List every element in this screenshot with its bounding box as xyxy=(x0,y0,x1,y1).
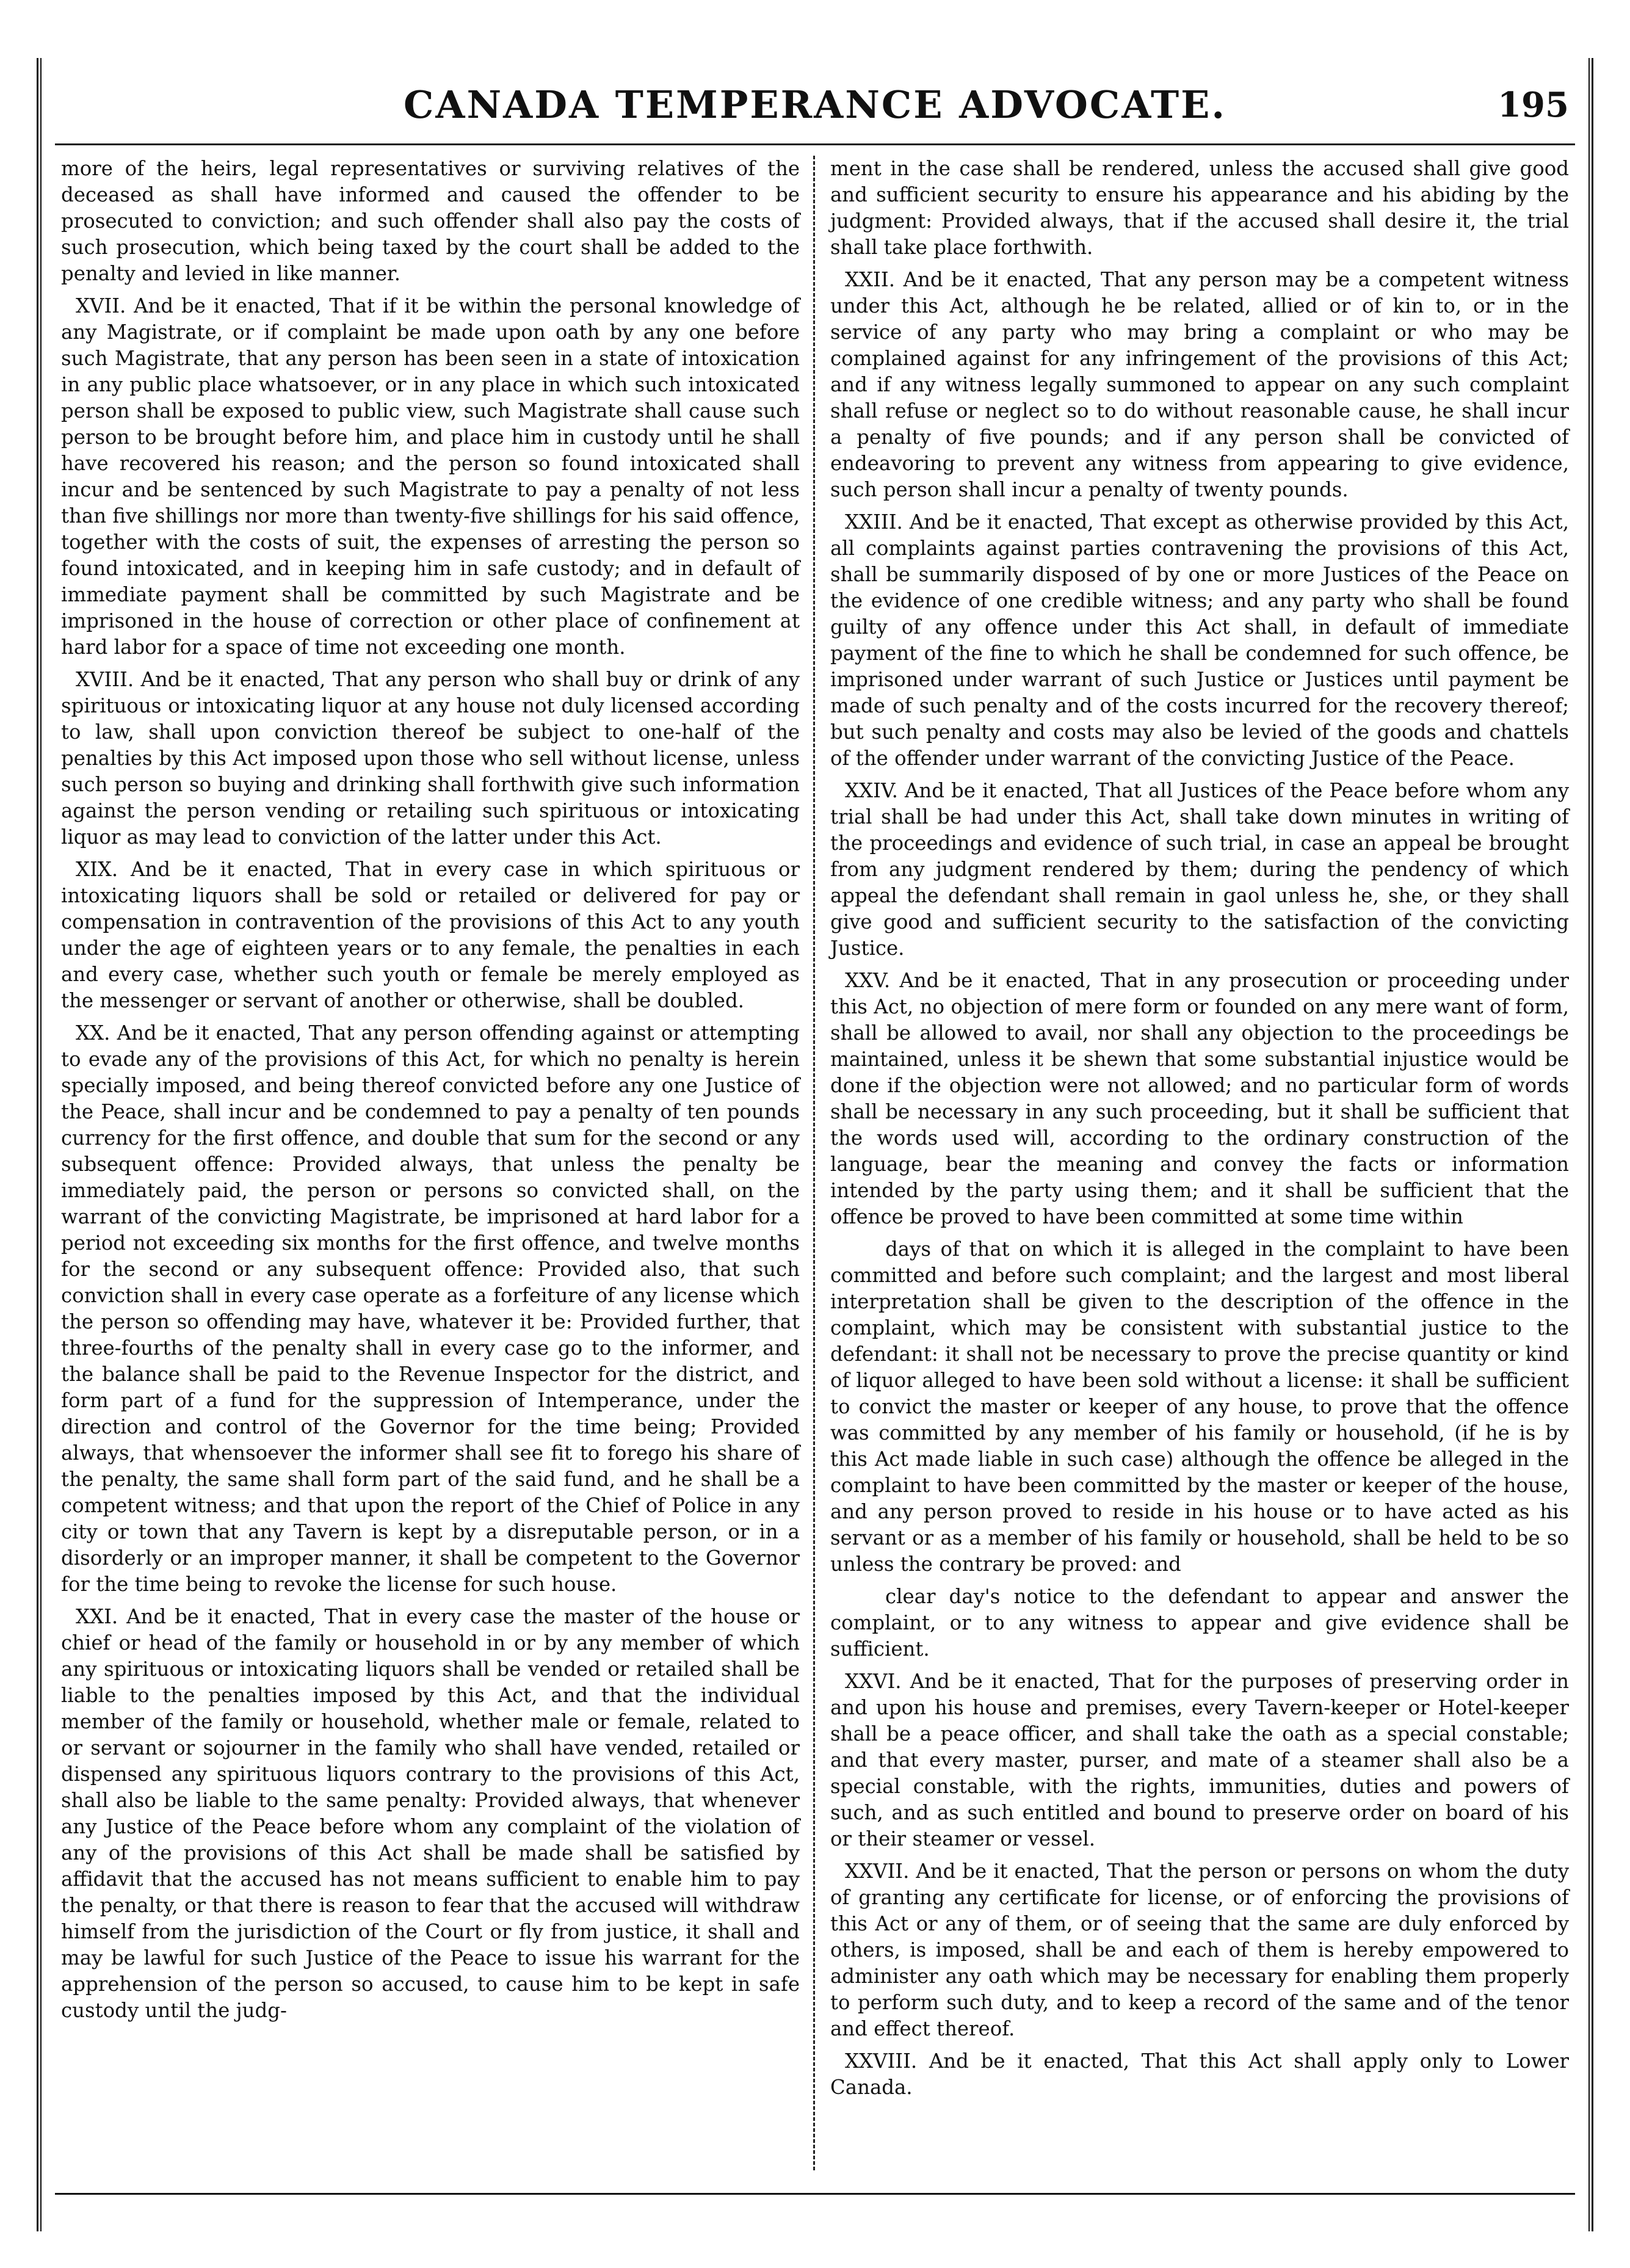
bottom-rule xyxy=(55,2193,1575,2195)
page-title: CANADA TEMPERANCE ADVOCATE. xyxy=(404,82,1226,127)
section-xviii: XVIII. And be it enacted, That any person who shall buy or drink of any spirituous or intoxicating liquor at any house not duly licensed according to law, shall upon conviction thereof be subject to one-half of the penalties by this Act imposed upon those who sell without license, unless such person so buying and drinking shall forthwith give such information against the person vending or retailing such spirituous or intoxicating liquor as may lead to conviction of the latter under this Act. xyxy=(61,668,800,849)
section-xxiv: XXIV. And be it enacted, That all Justices of the Peace before whom any trial shall be had under this Act, shall take down minutes in writing of the proceedings and evidence of such trial, in case an appeal be brought from any judgment rendered by them; during the pendency of which appeal the defendant shall remain in gaol unless he, she, or they shall give good and sufficient security to the satisfaction of the convicting Justice. xyxy=(830,779,1569,960)
newspaper-page xyxy=(37,58,1593,2231)
section-xx: XX. And be it enacted, That any person offending against or attempting to evade any of the provisions of this Act, for which no penalty is herein specially imposed, and being thereof convicted before any one Justice of the Peace, shall incur and be condemned to pay a penalty of ten pounds currency for the first offence, and double that sum for the second or any subsequent offence: Provided always, that unless the penalty be immediately paid, the person or persons so convicted shall, on the warrant of the convicting Magistrate, be imprisoned at hard labor for a period not exceeding six months for the first offence, and twelve months for the second or any subsequent offence: Provided also, that such conviction shall in every case operate as a forfeiture of any license which the person so offending may have, whatever it be: Provided further, that three-fourths of the penalty shall in every case go to the informer, and the balance shall be paid to the Revenue Inspector for the district, and form part of a fund for the suppression of Intemperance, under the direction and control of the Governor for the time being; Provided always, that whensoever the informer shall see fit to forego his share of the penalty, the same shall form part of the said fund, and he shall be a competent witness; and that upon the report of the Chief of Police in any city or town that any Tavern is kept by a disreputable person, or in a disorderly or an improper manner, it shall be competent to the Governor for the time being to revoke the license for such house. xyxy=(61,1021,800,1596)
section-xxvii: XXVII. And be it enacted, That the person or persons on whom the duty of granting any certificate for license, or of enforcing the provisions of this Act or any of them, or of seeing that the same are duly enforced by others, is imposed, shall be and each of them is hereby empowered to administer any oath which may be necessary for enabling them properly to perform such duty, and to keep a record of the same and of the tenor and effect thereof. xyxy=(830,1860,1569,2040)
section-xvii: XVII. And be it enacted, That if it be within the personal knowledge of any Magistrate, or if complaint be made upon oath by any one before such Magistrate, that any person has been seen in a state of intoxication in any public place whatsoever, or in any place in which such intoxicated person shall be exposed to public view, such Magistrate shall cause such person to be brought before him, and place him in custody until he shall have recovered his reason; and the person so found intoxicated shall incur and be sentenced by such Magistrate to pay a penalty of not less than five shillings nor more than twenty-five shillings for his said offence, together with the costs of suit, the expenses of arresting the person so found intoxicated, and in keeping him in safe custody; and in default of immediate payment shall be committed by such Magistrate and be imprisoned in the house of correction or other place of confinement at hard labor for a space of time not exceeding one month. xyxy=(61,294,800,659)
page-number: 195 xyxy=(1498,85,1569,125)
section-xxiii: XXIII. And be it enacted, That except as otherwise provided by this Act, all complaints against parties contravening the provisions of this Act, shall be summarily disposed of by one or more Justices of the Peace on the evidence of one credible witness; and any party who shall be found guilty of any offence under this Act shall, in default of immediate payment of the fine to which he shall be condemned for such offence, be imprisoned under warrant of such Justice or Justices until payment be made of such penalty and of the costs incurred for the recovery thereof; but such penalty and costs may also be levied of the goods and chattels of the offender under warrant of the convicting Justice of the Peace. xyxy=(830,510,1569,770)
left-column xyxy=(61,156,800,2030)
paragraph: more of the heirs, legal representatives or surviving relatives of the deceased as shall have informed and caused the offender to be prosecuted to conviction; and such offender shall also pay the costs of such prosecution, which being taxed by the court shall be added to the penalty and levied in like manner. xyxy=(61,157,800,285)
paragraph: clear day's notice to the defendant to appear and answer the complaint, or to any witness to appear and give evidence shall be sufficient. xyxy=(830,1585,1569,1661)
page-header xyxy=(55,76,1575,145)
section-xxv: XXV. And be it enacted, That in any prosecution or proceeding under this Act, no objection of mere form or founded on any mere want of form, shall be allowed to avail, nor shall any objection to the proceedings be maintained, unless it be shewn that some substantial injustice would be done if the objection were not allowed; and no particular form of words shall be necessary in any such proceeding, but it shall be sufficient that the words used will, according to the ordinary construction of the language, bear the meaning and convey the facts or information intended by the party using them; and it shall be sufficient that the offence be proved to have been committed at some time within xyxy=(830,969,1569,1228)
column-divider xyxy=(813,156,815,2170)
section-xxi: XXI. And be it enacted, That in every case the master of the house or chief or head of the family or household in or by any member of which any spirituous or intoxicating liquors shall be vended or retailed shall be liable to the penalties imposed by this Act, and that the individual member of the family or household, whether male or female, related to or servant or sojourner in the family who shall have vended, retailed or dispensed any spirituous liquors contrary to the provisions of this Act, shall also be liable to the same penalty: Provided always, that whenever any Justice of the Peace before whom any complaint of the violation of any of the provisions of this Act shall be made shall be satisfied by affidavit that the accused has not means sufficient to enable him to pay the penalty, or that there is reason to fear that the accused will withdraw himself from the jurisdiction of the Court or fly from justice, it shall and may be lawful for such Justice of the Peace to issue his warrant for the apprehension of the person so accused, to cause him to be kept in safe custody until the judg- xyxy=(61,1605,800,2022)
right-column xyxy=(830,156,1569,2107)
paragraph: ment in the case shall be rendered, unless the accused shall give good and sufficient security to ensure his appearance and his abiding by the judgment: Provided always, that if the accused shall desire it, the trial shall take place forthwith. xyxy=(830,157,1569,259)
section-xxii: XXII. And be it enacted, That any person may be a competent witness under this Act, although he be related, allied or of kin to, or in the service of any party who may bring a complaint or who may be complained against for any infringement of the provisions of this Act; and if any witness legally summoned to appear on any such complaint shall refuse or neglect so to do without reasonable cause, he shall incur a penalty of five pounds; and if any person shall be convicted of endeavoring to prevent any witness from appearing to give evidence, such person shall incur a penalty of twenty pounds. xyxy=(830,268,1569,501)
section-xxviii: XXVIII. And be it enacted, That this Act shall apply only to Lower Canada. xyxy=(830,2049,1569,2099)
section-xxvi: XXVI. And be it enacted, That for the purposes of preserving order in and upon his house and premises, every Tavern-keeper or Hotel-keeper shall be a peace officer, and shall take the oath as a special constable; and that every master, purser, and mate of a steamer shall also be a special constable, with the rights, immunities, duties and powers of such, and as such entitled and bound to preserve order on board of his or their steamer or vessel. xyxy=(830,1670,1569,1850)
section-xix: XIX. And be it enacted, That in every case in which spirituous or intoxicating liquors shall be sold or retailed or delivered for pay or compensation in contravention of the provisions of this Act to any youth under the age of eighteen years or to any female, the penalties in each and every case, whether such youth or female be merely employed as the messenger or servant of another or otherwise, shall be doubled. xyxy=(61,858,800,1012)
left-border-rule xyxy=(37,58,42,2231)
right-border-rule xyxy=(1588,58,1593,2231)
paragraph: days of that on which it is alleged in the complaint to have been committed and before such complaint; and the largest and most liberal interpretation shall be given to the description of the offence in the complaint, which may be consistent with substantial justice to the defendant: it shall not be necessary to prove the precise quantity or kind of liquor alleged to have been sold without a license: it shall be sufficient to convict the master or keeper of any house, to prove that the offence was committed by any member of his family or household, (if he is by this Act made liable in such case) although the offence be alleged in the complaint to have been committed by the master or keeper of the house, and any person proved to reside in his house or to have acted as his servant or as a member of his family or household, shall be held to be so unless the contrary be proved: and xyxy=(830,1237,1569,1576)
